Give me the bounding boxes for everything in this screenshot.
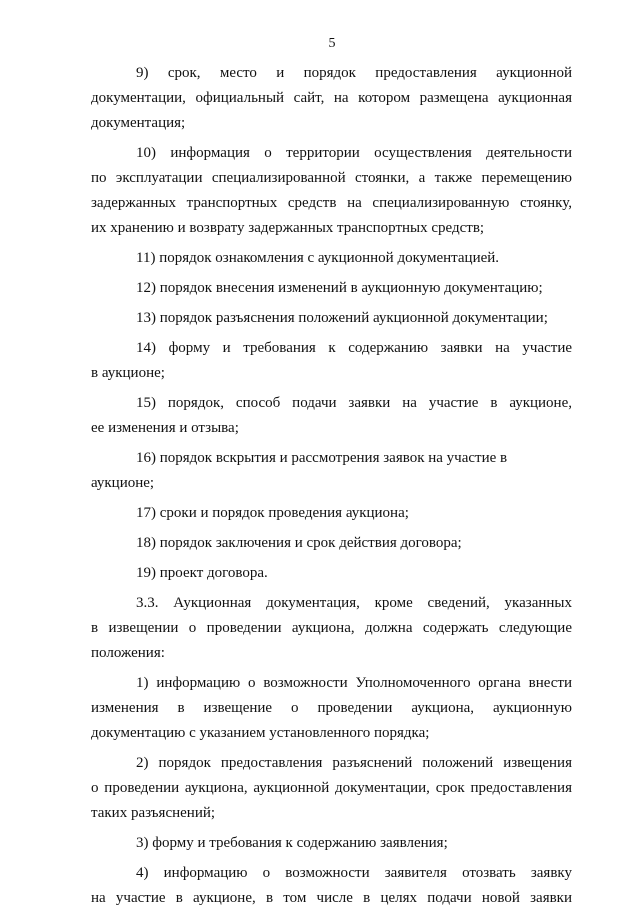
paragraph-p11 (91, 246, 572, 271)
text-line: о проведении аукциона, аукционной документации, срок предоставления (91, 780, 572, 796)
text-line: документация; (91, 115, 186, 131)
text-line: 3) форму и требования к содержанию заявления; (136, 835, 448, 851)
text-line: 1) информацию о возможности Уполномоченного органа внести (136, 675, 572, 691)
text-line: 9) срок, место и порядок предоставления аукционной (136, 65, 572, 81)
text-line: 2) порядок предоставления разъяснений положений извещения (136, 755, 572, 771)
paragraph-p12 (91, 276, 572, 301)
text-line: ее изменения и отзыва; (91, 420, 239, 436)
paragraph-p19 (91, 561, 572, 586)
text-line: 4) информацию о возможности заявителя отозвать заявку (136, 865, 572, 881)
paragraph-p18 (91, 531, 572, 556)
paragraph-p9 (91, 61, 572, 136)
text-line: в извещении о проведении аукциона, должна содержать следующие (91, 620, 572, 636)
paragraph-p15 (91, 391, 572, 441)
paragraph-p17 (91, 501, 572, 526)
text-line: 13) порядок разъяснения положений аукционной документации; (136, 310, 548, 326)
text-line: их хранению и возврату задержанных транспортных средств; (91, 220, 485, 236)
page-number: 5 (328, 36, 336, 51)
paragraph-p33 (91, 591, 572, 666)
text-line: по эксплуатации специализированной стоянки, а также перемещению (91, 170, 572, 186)
paragraph-p10 (91, 141, 572, 241)
text-line: 14) форму и требования к содержанию заявки на участие (136, 340, 572, 356)
text-line: 10) информация о территории осуществления деятельности (136, 145, 572, 161)
text-line: положения: (91, 645, 165, 661)
paragraph-q3 (91, 831, 572, 856)
text-line: 17) сроки и порядок проведения аукциона; (136, 505, 409, 521)
text-line: 18) порядок заключения и срок действия договора; (136, 535, 462, 551)
text-line: 19) проект договора. (136, 565, 268, 581)
paragraph-p16 (91, 446, 572, 496)
text-line: 16) порядок вскрытия и рассмотрения заявок на участие в аукционе; (91, 450, 508, 491)
text-line: задержанных транспортных средств на специализированную стоянку, (91, 195, 572, 211)
text-line: 15) порядок, способ подачи заявки на участие в аукционе, (136, 395, 572, 411)
paragraph-q2 (91, 751, 572, 826)
text-line: изменения в извещение о проведении аукциона, аукционную (91, 700, 572, 716)
paragraph-p14 (91, 336, 572, 386)
text-line: в аукционе; (91, 365, 165, 381)
text-line: 11) порядок ознакомления с аукционной документацией. (136, 250, 500, 266)
paragraph-p13 (91, 306, 572, 331)
paragraph-q1 (91, 671, 572, 746)
text-line: документацию с указанием установленного порядка; (91, 725, 430, 741)
text-line: документации, официальный сайт, на котором размещена аукционная (91, 90, 572, 106)
paragraph-q4 (91, 861, 572, 911)
document-body (91, 61, 572, 911)
text-line: таких разъяснений; (91, 805, 216, 821)
text-line: 12) порядок внесения изменений в аукционную документацию; (136, 280, 543, 296)
text-line: 3.3. Аукционная документация, кроме сведений, указанных (136, 595, 572, 611)
text-line: на участие в аукционе, в том числе в целях подачи новой заявки (91, 890, 572, 906)
